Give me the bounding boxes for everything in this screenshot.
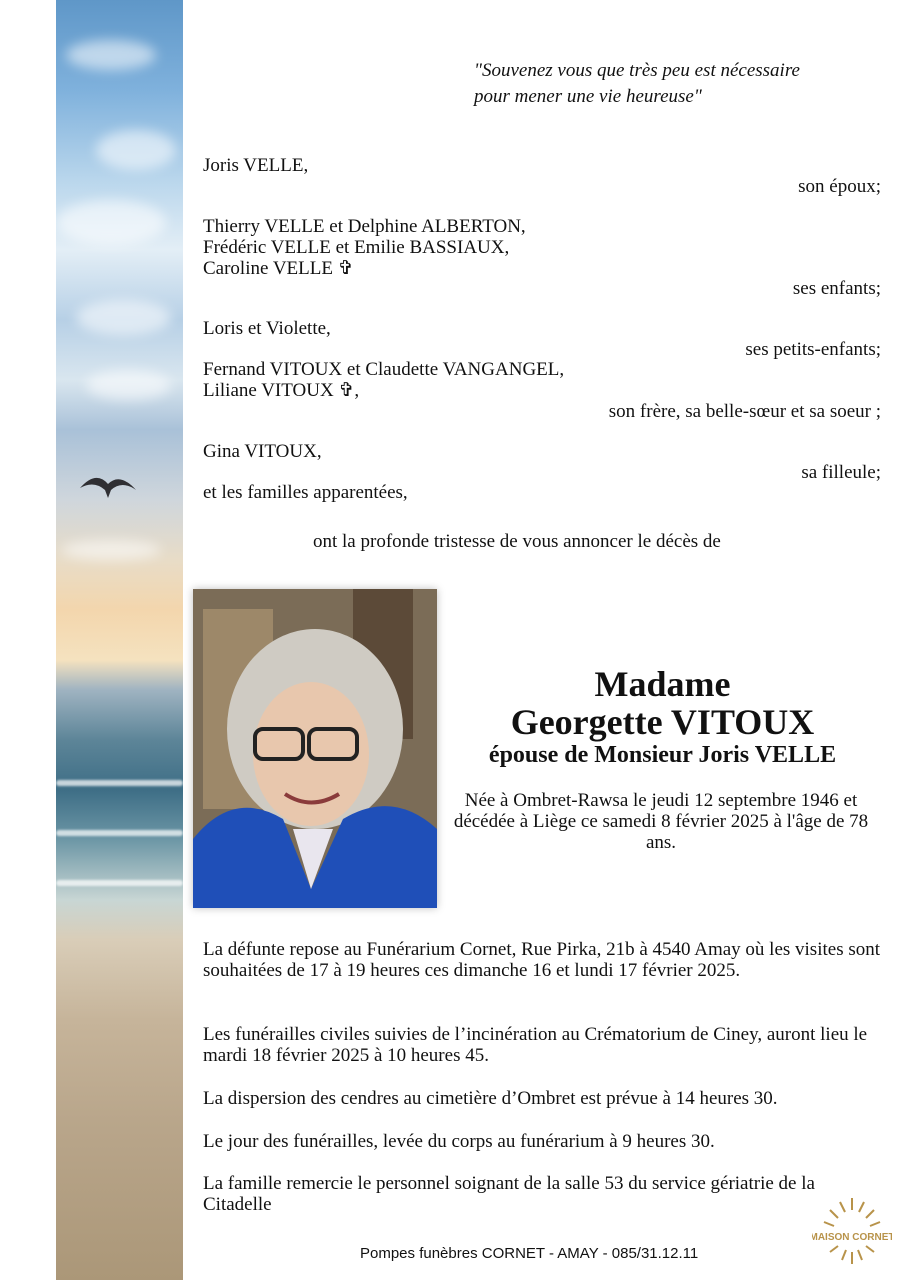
- grandchildren: Loris et Violette,: [203, 318, 331, 339]
- seagull-icon: [78, 466, 138, 502]
- detail-funeral: Les funérailles civiles suivies de l’incinération au Crématorium de Ciney, auront lieu le mardi 18 février 2025 à 10 heures 45.: [203, 1024, 868, 1066]
- relatives: et les familles apparentées,: [203, 482, 408, 503]
- child-2: Frédéric VELLE et Emilie BASSIAUX,: [203, 237, 510, 258]
- seascape-strip: [56, 0, 183, 1280]
- spouse-name: Joris VELLE,: [203, 155, 309, 176]
- grandchildren-role: ses petits-enfants;: [745, 339, 881, 360]
- goddaughter: Gina VITOUX,: [203, 441, 322, 462]
- epigraph-quote: [474, 58, 800, 110]
- maison-cornet-logo: [812, 1188, 892, 1274]
- sibling-2: Liliane VITOUX ✞,: [203, 380, 360, 401]
- announcement: ont la profonde tristesse de vous annoncer le décès de: [313, 531, 721, 552]
- child-3: Caroline VELLE ✞: [203, 258, 354, 279]
- detail-visitation: La défunte repose au Funérarium Cornet, Rue Pirka, 21b à 4540 Amay où les visites sont souhaitées de 17 à 19 heures ces dimanche 16 et lundi 17 février 2025.: [203, 939, 881, 981]
- detail-departure: Le jour des funérailles, levée du corps au funérarium à 9 heures 30.: [203, 1131, 715, 1152]
- birth-death-dates: Née à Ombret-Rawsa le jeudi 12 septembre 1946 et décédée à Liège ce samedi 8 février 2025 à l'âge de 78 ans.: [453, 790, 869, 853]
- portrait-photo: [193, 589, 437, 908]
- deceased-name: Georgette VITOUX: [510, 702, 815, 742]
- goddaughter-role: sa filleule;: [801, 462, 881, 483]
- spouse-line: épouse de Monsieur Joris VELLE: [488, 742, 837, 768]
- detail-ashes: La dispersion des cendres au cimetière d’Ombret est prévue à 14 heures 30.: [203, 1088, 778, 1109]
- logo-text: MAISON CORNET: [812, 1232, 892, 1243]
- spouse-role: son époux;: [798, 176, 881, 197]
- children-role: ses enfants;: [792, 278, 881, 299]
- honorific: Madame: [594, 664, 731, 704]
- footer-contact: Pompes funèbres CORNET - AMAY - 085/31.12.11: [360, 1245, 699, 1262]
- sibling-1: Fernand VITOUX et Claudette VANGANGEL,: [203, 359, 565, 380]
- child-1: Thierry VELLE et Delphine ALBERTON,: [203, 216, 526, 237]
- quote-line-1: "Souvenez vous que très peu est nécessaire: [474, 60, 800, 81]
- siblings-role: son frère, sa belle-sœur et sa soeur ;: [608, 401, 881, 422]
- quote-line-2: pour mener une vie heureuse": [474, 86, 702, 107]
- detail-thanks: La famille remercie le personnel soignant de la salle 53 du service gériatrie de la Citadelle: [203, 1173, 815, 1215]
